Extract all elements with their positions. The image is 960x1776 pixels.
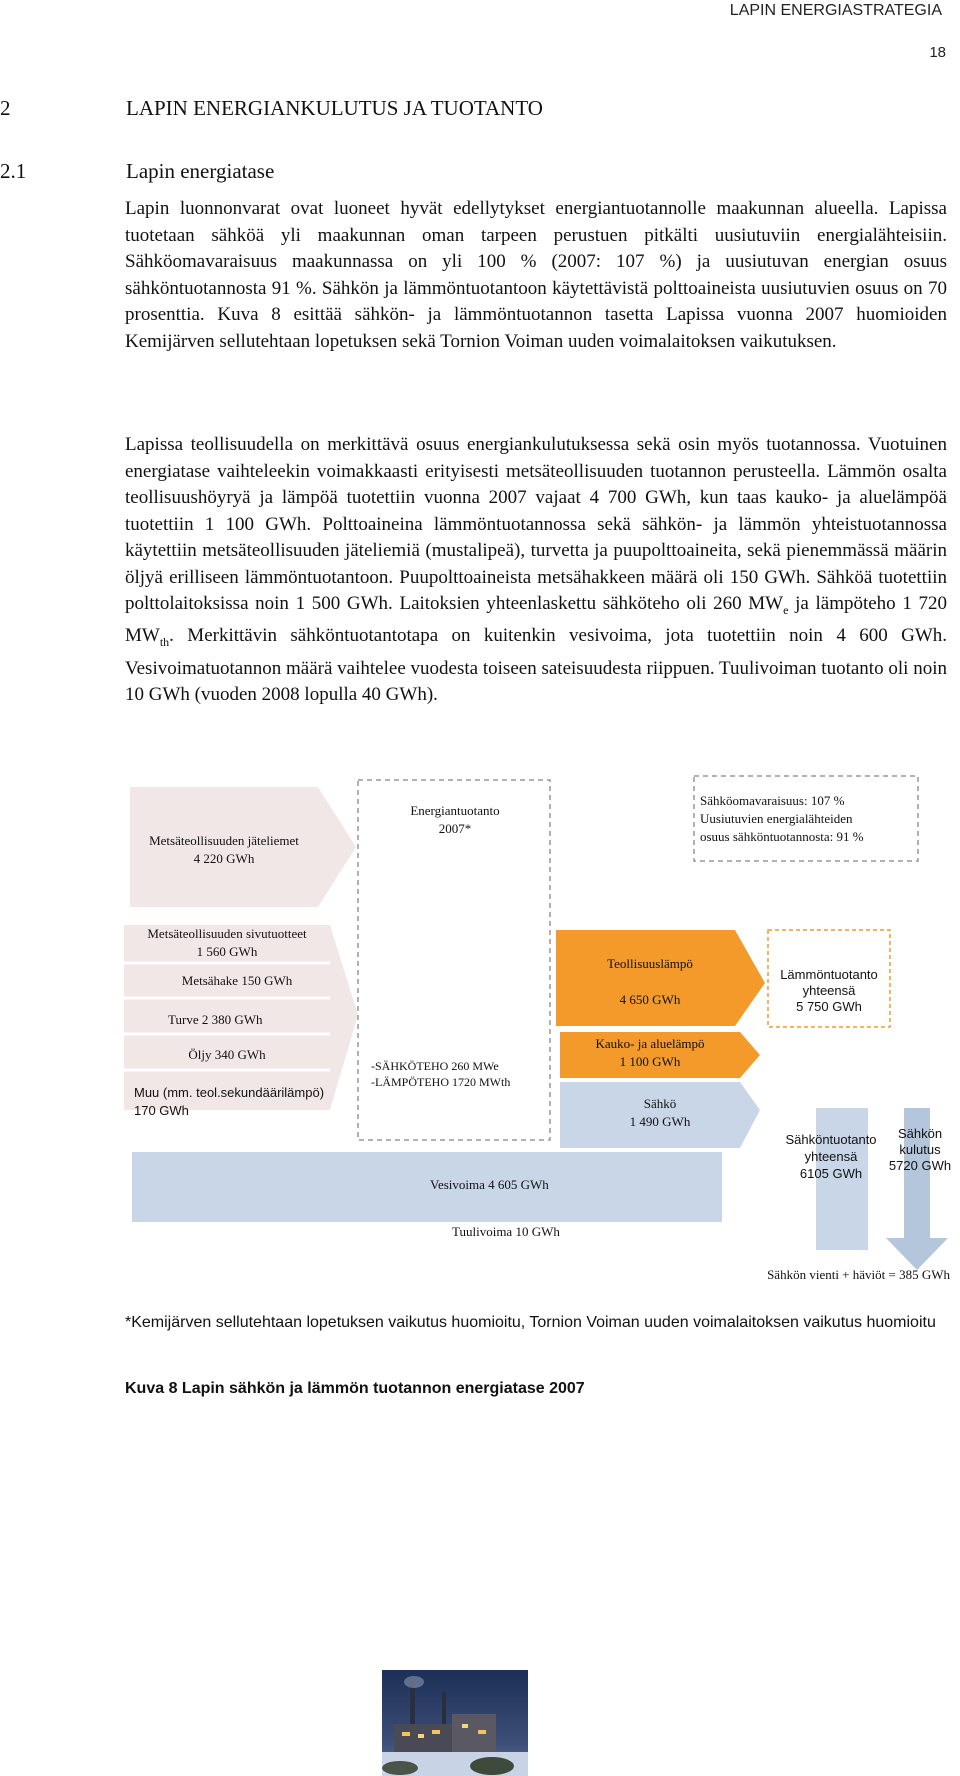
paragraph-industry-text-3: . Merkittävin sähköntuotantotapa on kuitenkin vesivoima, jota tuotettiin noin 4 600 GWh. Vesivoimatuotannon määrä vaihtelee vuodesta toiseen sateisuudesta riippuen. Tuulivoiman tuotanto oli noin 10 GWh (vuoden 2008 lopulla 40 GWh). <box>125 625 947 706</box>
other-fuel-name: Muu (mm. teol.sekundäärilämpö) <box>134 1085 325 1100</box>
capacity-label <box>371 1058 549 1090</box>
paragraph-industry-text-1: Lapissa teollisuudella on merkittävä osuus energiankulutuksessa sekä osin myös tuotannossa. Vuotuinen energiatase vaihteleekin voimakkaasti erityisesti metsäteollisuuden tuotannon perusteella. Lämmön osalta teollisuushöyryä ja lämpöä tuotettiin vuonna 2007 vajaat 4 700 GWh, kun taas kauko- ja aluelämpöä tuotettiin 1 100 GWh. Polttoaineina lämmöntuotannossa sekä sähkön- ja lämmön yhteistuotannossa käytettiin metsäteollisuuden jäteliemiä (mustalipeä), turvetta ja puupolttoaineita, sekä pienemmässä määrin öljyä erilliseen lämmöntuotantoon. Puupolttoaineista metsähakkeen määrä oli 150 GWh. Sähköä tuotettiin polttolaitoksissa noin 1 500 GWh. Laitoksien yhteenlaskettu sähköteho oli 260 MW <box>125 434 947 614</box>
figure-footnote: *Kemijärven sellutehtaan lopetuksen vaikutus huomioitu, Tornion Voiman uuden voimalaitoksen vaikutus huomioitu <box>125 1314 936 1331</box>
consumption-line1: Sähkön <box>897 1126 943 1141</box>
wood-chips-label: Metsähake 150 GWh <box>181 973 293 988</box>
paragraph-intro: Lapin luonnonvarat ovat luoneet hyvät edellytykset energiantuotannolle maakunnan alueella. Lapissa tuotetaan sähköä yli maakunnan oman tarpeen perustuen pitkälti uusiutuviin energialähteisiin. Sähköomavaraisuus maakunnassa on yli 100 % (2007: 107 %) ja uusiutuvan energian osuus sähköntuotannosta 91 %. Sähkön ja lämmöntuotantoon käytettävistä polttoaineista uusiutuvien osuus on 70 prosenttia. Kuva 8 esittää sähkön- ja lämmöntuotannon tasetta Lapissa vuonna 2007 huomioiden Kemijärven sellutehtaan lopetuksen sekä Tornion Voiman uuden voimalaitoksen vaikutuksen. <box>125 198 947 352</box>
black-liquor-name: Metsäteollisuuden jäteliemet <box>149 833 299 848</box>
energy-production-title-line1: Energiantuotanto <box>410 803 500 818</box>
self-sufficiency-line2: Uusiutuvien energialähteiden <box>700 811 853 826</box>
byproducts-value: 1 560 GWh <box>196 944 258 959</box>
black-liquor-label <box>130 832 318 868</box>
energy-production-title <box>370 802 540 838</box>
figure-caption: Kuva 8 Lapin sähkön ja lämmön tuotannon energiatase 2007 <box>125 1380 585 1397</box>
section-title: Lapin energiatase <box>126 159 275 183</box>
byproducts-label <box>124 925 330 961</box>
export-losses-label: Sähkön vienti + häviöt = 385 GWh <box>767 1267 950 1282</box>
energy-balance-diagram <box>0 770 960 1290</box>
chapter-number: 2 <box>0 96 11 120</box>
consumption-label <box>880 1126 960 1174</box>
oil-label: Öljy 340 GWh <box>188 1047 266 1062</box>
paragraph-industry-text-2: ja lämpöteho 1 720 MW <box>125 593 947 647</box>
hydro-band <box>132 1152 722 1222</box>
chapter-title: LAPIN ENERGIANKULUTUS JA TUOTANTO <box>126 96 543 120</box>
section-heading <box>0 159 274 184</box>
electricity-total-line2: yhteensä <box>804 1149 858 1164</box>
wind-label: Tuulivoima 10 GWh <box>452 1224 560 1239</box>
electricity-name: Sähkö <box>643 1096 677 1111</box>
running-header: LAPIN ENERGIASTRATEGIA <box>729 2 942 19</box>
self-sufficiency-line1: Sähköomavaraisuus: 107 % <box>700 793 845 808</box>
heat-total-label <box>768 967 890 1015</box>
other-fuel-value: 170 GWh <box>134 1103 189 1118</box>
subscript-e: e <box>783 602 789 617</box>
byproducts-name: Metsäteollisuuden sivutuotteet <box>147 926 307 941</box>
electricity-total-label <box>770 1131 892 1182</box>
energy-production-title-line2: 2007* <box>438 821 472 836</box>
industrial-heat-name: Teollisuuslämpö <box>607 956 693 971</box>
hydro-label: Vesivoima 4 605 GWh <box>430 1177 549 1192</box>
district-heat-label <box>560 1035 740 1071</box>
heat-total-line1: Lämmöntuotanto <box>780 967 878 982</box>
paragraph-industry <box>125 432 947 709</box>
electricity-total-value: 6105 GWh <box>799 1166 863 1181</box>
other-fuel-label <box>134 1084 374 1120</box>
page-number: 18 <box>929 44 946 61</box>
electricity-label <box>580 1095 740 1131</box>
district-heat-value: 1 100 GWh <box>619 1054 681 1069</box>
heat-total-line2: yhteensä <box>802 983 856 998</box>
industrial-heat-label <box>560 946 740 1018</box>
consumption-line2: kulutus <box>899 1142 941 1157</box>
heat-capacity: -LÄMPÖTEHO 1720 MWth <box>371 1075 511 1089</box>
power-plant-illustration <box>382 1670 528 1776</box>
electric-capacity: -SÄHKÖTEHO 260 MWe <box>371 1059 499 1073</box>
consumption-value: 5720 GWh <box>888 1158 952 1173</box>
section-number: 2.1 <box>0 159 27 183</box>
chapter-heading <box>0 96 543 121</box>
heat-total-value: 5 750 GWh <box>796 999 862 1014</box>
district-heat-name: Kauko- ja aluelämpö <box>595 1036 705 1051</box>
electricity-total-line1: Sähköntuotanto <box>785 1132 877 1147</box>
self-sufficiency-text <box>700 792 914 846</box>
self-sufficiency-line3: osuus sähköntuotannosta: 91 % <box>700 829 864 844</box>
subscript-th: th <box>159 635 170 650</box>
black-liquor-value: 4 220 GWh <box>193 851 255 866</box>
power-plant-photo <box>382 1670 528 1776</box>
electricity-value: 1 490 GWh <box>629 1114 691 1129</box>
industrial-heat-value: 4 650 GWh <box>619 992 681 1007</box>
peat-label: Turve 2 380 GWh <box>168 1012 263 1027</box>
